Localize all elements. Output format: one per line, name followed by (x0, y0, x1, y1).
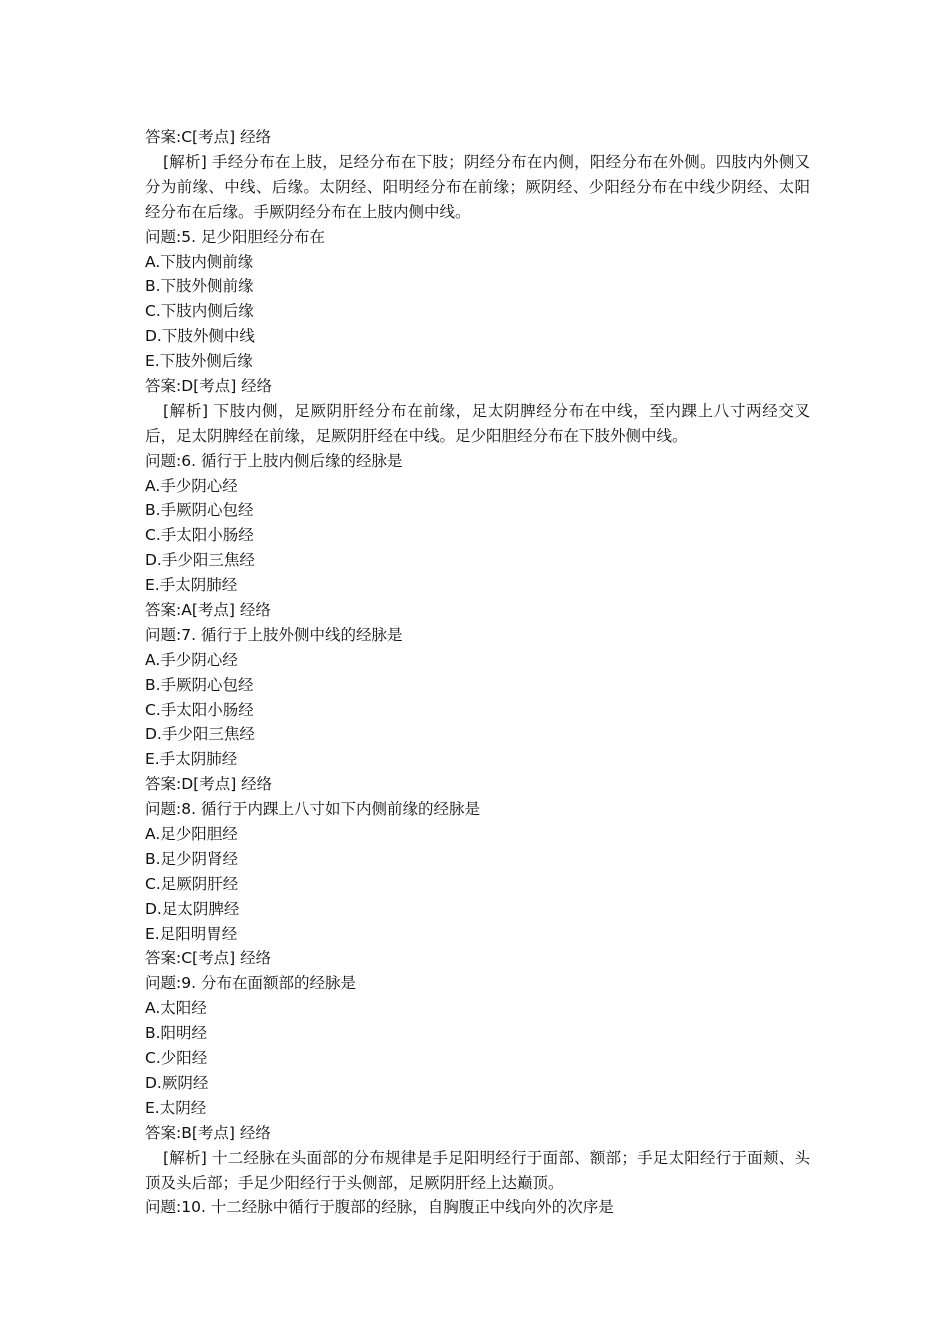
option-line: C.手太阳小肠经 (145, 700, 254, 719)
option-line: A.太阳经 (145, 999, 207, 1018)
option-line: E.手太阴肺经 (145, 576, 238, 595)
option-line: D.手少阳三焦经 (145, 725, 255, 744)
option-line: C.少阳经 (145, 1049, 208, 1068)
answer-line: 答案:C[考点] 经络 (145, 949, 272, 968)
option-line: B.手厥阴心包经 (145, 675, 254, 694)
option-line: A.足少阳胆经 (145, 825, 238, 844)
option-line: C.足厥阴肝经 (145, 874, 239, 893)
question-line: 问题:10. 十二经脉中循行于腹部的经脉，自胸腹正中线向外的次序是 (145, 1198, 614, 1217)
option-line: B.阳明经 (145, 1024, 208, 1043)
option-line: C.手太阳小肠经 (145, 526, 254, 545)
analysis-paragraph: [解析] 下肢内侧，足厥阴肝经分布在前缘，足太阴脾经分布在中线，至内踝上八寸两经交叉后，足太阴脾经在前缘，足厥阴肝经在中线。足少阳胆经分布在下肢外侧中线。 (145, 401, 810, 445)
option-line: E.足阳明胃经 (145, 924, 238, 943)
answer-line: 答案:D[考点] 经络 (145, 376, 273, 395)
question-line: 问题:9. 分布在面额部的经脉是 (145, 974, 356, 993)
option-line: D.手少阳三焦经 (145, 551, 255, 570)
answer-line: 答案:C[考点] 经络 (145, 128, 272, 146)
option-line: E.太阴经 (145, 1098, 207, 1117)
option-line: C.下肢内侧后缘 (145, 302, 254, 321)
option-line: D.厥阴经 (145, 1073, 209, 1092)
question-line: 问题:6. 循行于上肢内侧后缘的经脉是 (145, 451, 403, 470)
option-line: B.足少阴肾经 (145, 849, 239, 868)
option-line: B.下肢外侧前缘 (145, 277, 254, 296)
question-line: 问题:5. 足少阳胆经分布在 (145, 227, 325, 246)
option-line: A.手少阴心经 (145, 650, 238, 669)
option-line: D.下肢外侧中线 (145, 327, 255, 346)
analysis-paragraph: [解析] 十二经脉在头面部的分布规律是手足阳明经行于面部、额部；手足太阳经行于面颊、头顶及头后部；手足少阳经行于头侧部，足厥阴肝经上达巅顶。 (145, 1148, 810, 1192)
option-line: A.手少阴心经 (145, 476, 238, 495)
answer-line: 答案:A[考点] 经络 (145, 601, 271, 619)
question-line: 问题:8. 循行于内踝上八寸如下内侧前缘的经脉是 (145, 800, 480, 819)
document-page (145, 125, 810, 1220)
option-line: B.手厥阴心包经 (145, 501, 254, 520)
option-line: E.手太阴肺经 (145, 750, 238, 769)
option-line: A.下肢内侧前缘 (145, 252, 254, 271)
answer-line: 答案:B[考点] 经络 (145, 1123, 271, 1142)
answer-line: 答案:D[考点] 经络 (145, 775, 273, 794)
question-line: 问题:7. 循行于上肢外侧中线的经脉是 (145, 625, 403, 644)
option-line: D.足太阴脾经 (145, 899, 240, 918)
analysis-paragraph: [解析] 手经分布在上肢，足经分布在下肢；阴经分布在内侧，阳经分布在外侧。四肢内外侧又分为前缘、中线、后缘。太阴经、阳明经分布在前缘；厥阴经、少阳经分布在中线少阴经、太阳经分布在后缘。手厥阴经分布在上肢内侧中线。 (145, 152, 810, 221)
option-line: E.下肢外侧后缘 (145, 352, 253, 371)
